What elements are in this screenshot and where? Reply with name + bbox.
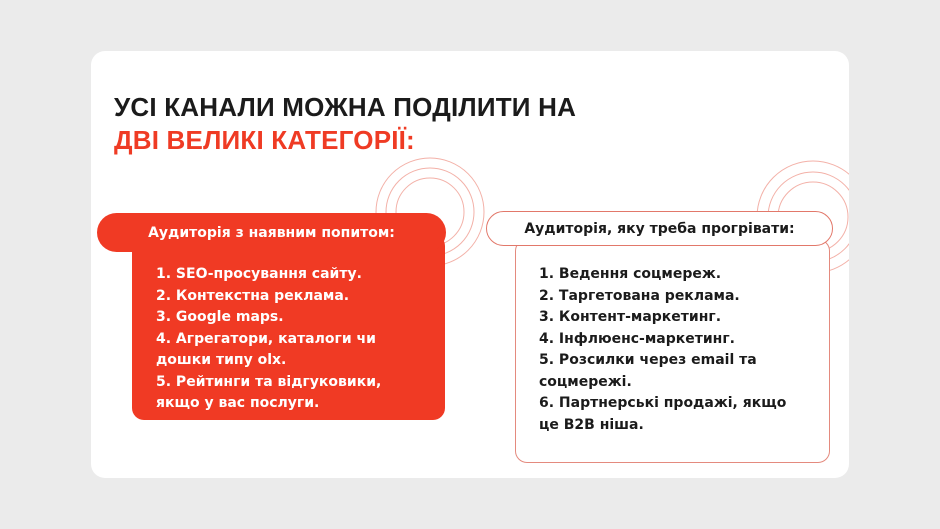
demand-audience-list-box (132, 234, 445, 420)
warmup-audience-list-box (515, 239, 830, 463)
list-item: 5. Рейтинги та відгуковики, (156, 373, 382, 390)
list-item: 2. Контекстна реклама. (156, 287, 350, 304)
warmup-audience-heading: Аудиторія, яку треба прогрівати: (486, 211, 833, 246)
list-item: 1. Ведення соцмереж. (539, 266, 722, 282)
slide-card (91, 51, 849, 478)
demand-audience-heading: Аудиторія з наявним попитом: (97, 213, 446, 252)
list-item: 4. Інфлюенс-маркетинг. (539, 330, 735, 347)
list-item: 4. Агрегатори, каталоги чи (156, 330, 376, 347)
list-item: 3. Google maps. (156, 309, 284, 325)
page-title (114, 91, 576, 157)
list-item: соцмережі. (539, 373, 632, 390)
demand-audience-list (156, 264, 381, 415)
list-item: якщо у вас послуги. (156, 395, 320, 411)
title-line-1: УСІ КАНАЛИ МОЖНА ПОДІЛИТИ НА (114, 92, 577, 122)
list-item: це B2B ніша. (539, 416, 644, 433)
list-item: 3. Контент-маркетинг. (539, 309, 722, 325)
list-item: 2. Таргетована реклама. (539, 287, 740, 304)
list-item: 1. SEO-просування сайту. (156, 266, 362, 282)
list-item: 6. Партнерські продажі, якщо (539, 395, 787, 411)
list-item: дошки типу olx. (156, 352, 287, 368)
list-item: 5. Розсилки через email та (539, 352, 757, 368)
warmup-audience-list (539, 264, 786, 436)
title-line-2: ДВІ ВЕЛИКІ КАТЕГОРІЇ: (114, 125, 415, 155)
